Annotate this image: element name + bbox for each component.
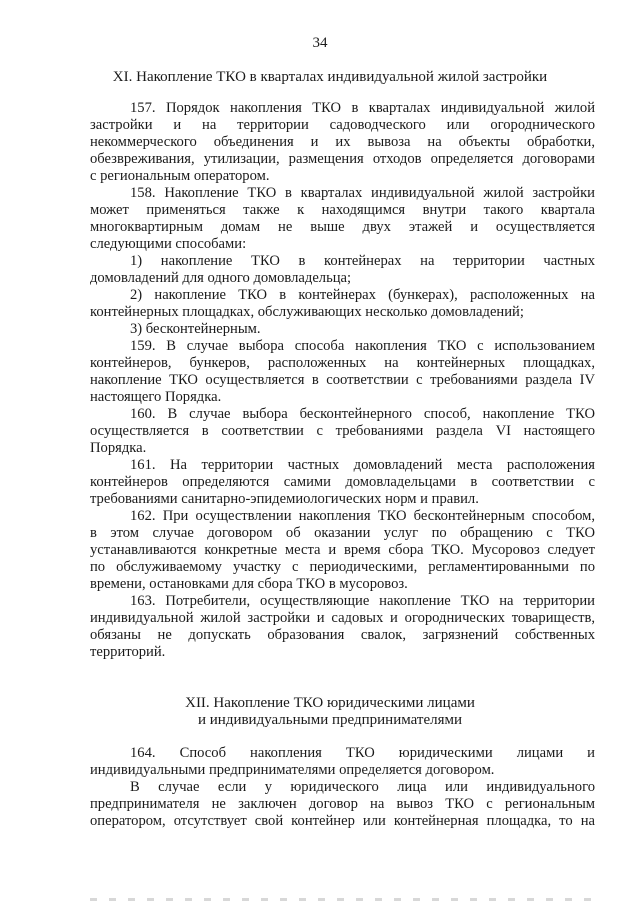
text-line: Порядка. — [90, 440, 147, 456]
text-line: 163. Потребители, осуществляющие накопление ТКО на территории — [130, 593, 595, 609]
scan-noise — [90, 898, 595, 901]
text-line: с региональным оператором. — [90, 168, 270, 184]
page-number: 34 — [312, 35, 328, 51]
text-line: 3) бесконтейнерным. — [130, 321, 261, 337]
text-line: 161. На территории частных домовладений места расположения — [130, 457, 595, 473]
text-line: В случае если у юридического лица или индивидуального — [130, 779, 595, 795]
text-line: территорий. — [90, 644, 166, 660]
text-line: домовладений для одного домовладельца; — [90, 270, 352, 286]
text-line: в этом случае договором об оказании услуг по обращению с ТКО — [90, 525, 595, 541]
text-line: следующими способами: — [90, 236, 247, 252]
section-xii-body — [90, 745, 595, 830]
text-line: 158. Накопление ТКО в кварталах индивидуальной жилой застройки — [130, 185, 595, 201]
text-line: оператором, отсутствует свой контейнер или контейнерная площадка, то на — [90, 813, 595, 829]
text-line: 164. Способ накопления ТКО юридическими лицами и — [130, 745, 595, 761]
text-line: по обслуживаемому участку с периодическими, регламентированными по — [90, 559, 595, 575]
text-line: контейнеров определяются самими домовладельцами в соответствии с — [90, 474, 595, 490]
text-line: некоммерческого объединения и их вывоза на объекты обработки, — [90, 134, 595, 150]
text-line: 160. В случае выбора бесконтейнерного способ, накопление ТКО — [130, 406, 595, 422]
text-line: 162. При осуществлении накопления ТКО бесконтейнерным способом, — [130, 508, 595, 524]
text-line: 1) накопление ТКО в контейнерах на территории частных — [130, 253, 595, 269]
text-line: предпринимателя не заключен договор на вывоз ТКО с региональным — [90, 796, 595, 812]
text-line: индивидуальными предпринимателями определяется договором. — [90, 762, 495, 778]
text-line: контейнеров, бункеров, расположенных на контейнерных площадках, — [90, 355, 595, 371]
text-line: контейнерных площадках, обслуживающих несколько домовладений; — [90, 304, 524, 320]
text-line: требованиями санитарно-эпидемиологических норм и правил. — [90, 491, 479, 507]
text-line: обезвреживания, утилизации, размещения отходов определяется договорами — [90, 151, 595, 167]
text-line: осуществляется в соответствии с требованиями раздела VI настоящего — [90, 423, 595, 439]
text-line: многоквартирным домам не выше двух этажей и осуществляется — [90, 219, 595, 235]
section-xi-heading: XI. Накопление ТКО в кварталах индивидуальной жилой застройки — [112, 69, 548, 85]
section-xi-body — [90, 100, 595, 661]
text-line: настоящего Порядка. — [90, 389, 222, 405]
text-line: накопление ТКО осуществляется в соответствии с требованиями раздела IV — [90, 372, 595, 388]
text-line: обязаны не допускать образования свалок, загрязнений собственных — [90, 627, 595, 643]
section-xii-heading-line-1: XII. Накопление ТКО юридическими лицами — [185, 695, 475, 711]
text-line: застройки и на территории садоводческого или огороднического — [90, 117, 595, 133]
text-line: 157. Порядок накопления ТКО в кварталах индивидуальной жилой — [130, 100, 595, 116]
text-line: 159. В случае выбора способа накопления ТКО с использованием — [130, 338, 595, 354]
text-line: устанавливаются конкретные места и время сбора ТКО. Мусоровоз следует — [90, 542, 595, 558]
text-line: времени, остановками для сбора ТКО в мусоровоз. — [90, 576, 408, 592]
text-line: индивидуальной жилой застройки и садовых и огороднических товариществ, — [90, 610, 595, 626]
text-line: 2) накопление ТКО в контейнерах (бункерах), расположенных на — [130, 287, 595, 303]
text-line: может применяться также к находящимся внутри такого квартала — [90, 202, 595, 218]
section-xii-heading-line-2: и индивидуальными предпринимателями — [197, 712, 463, 728]
